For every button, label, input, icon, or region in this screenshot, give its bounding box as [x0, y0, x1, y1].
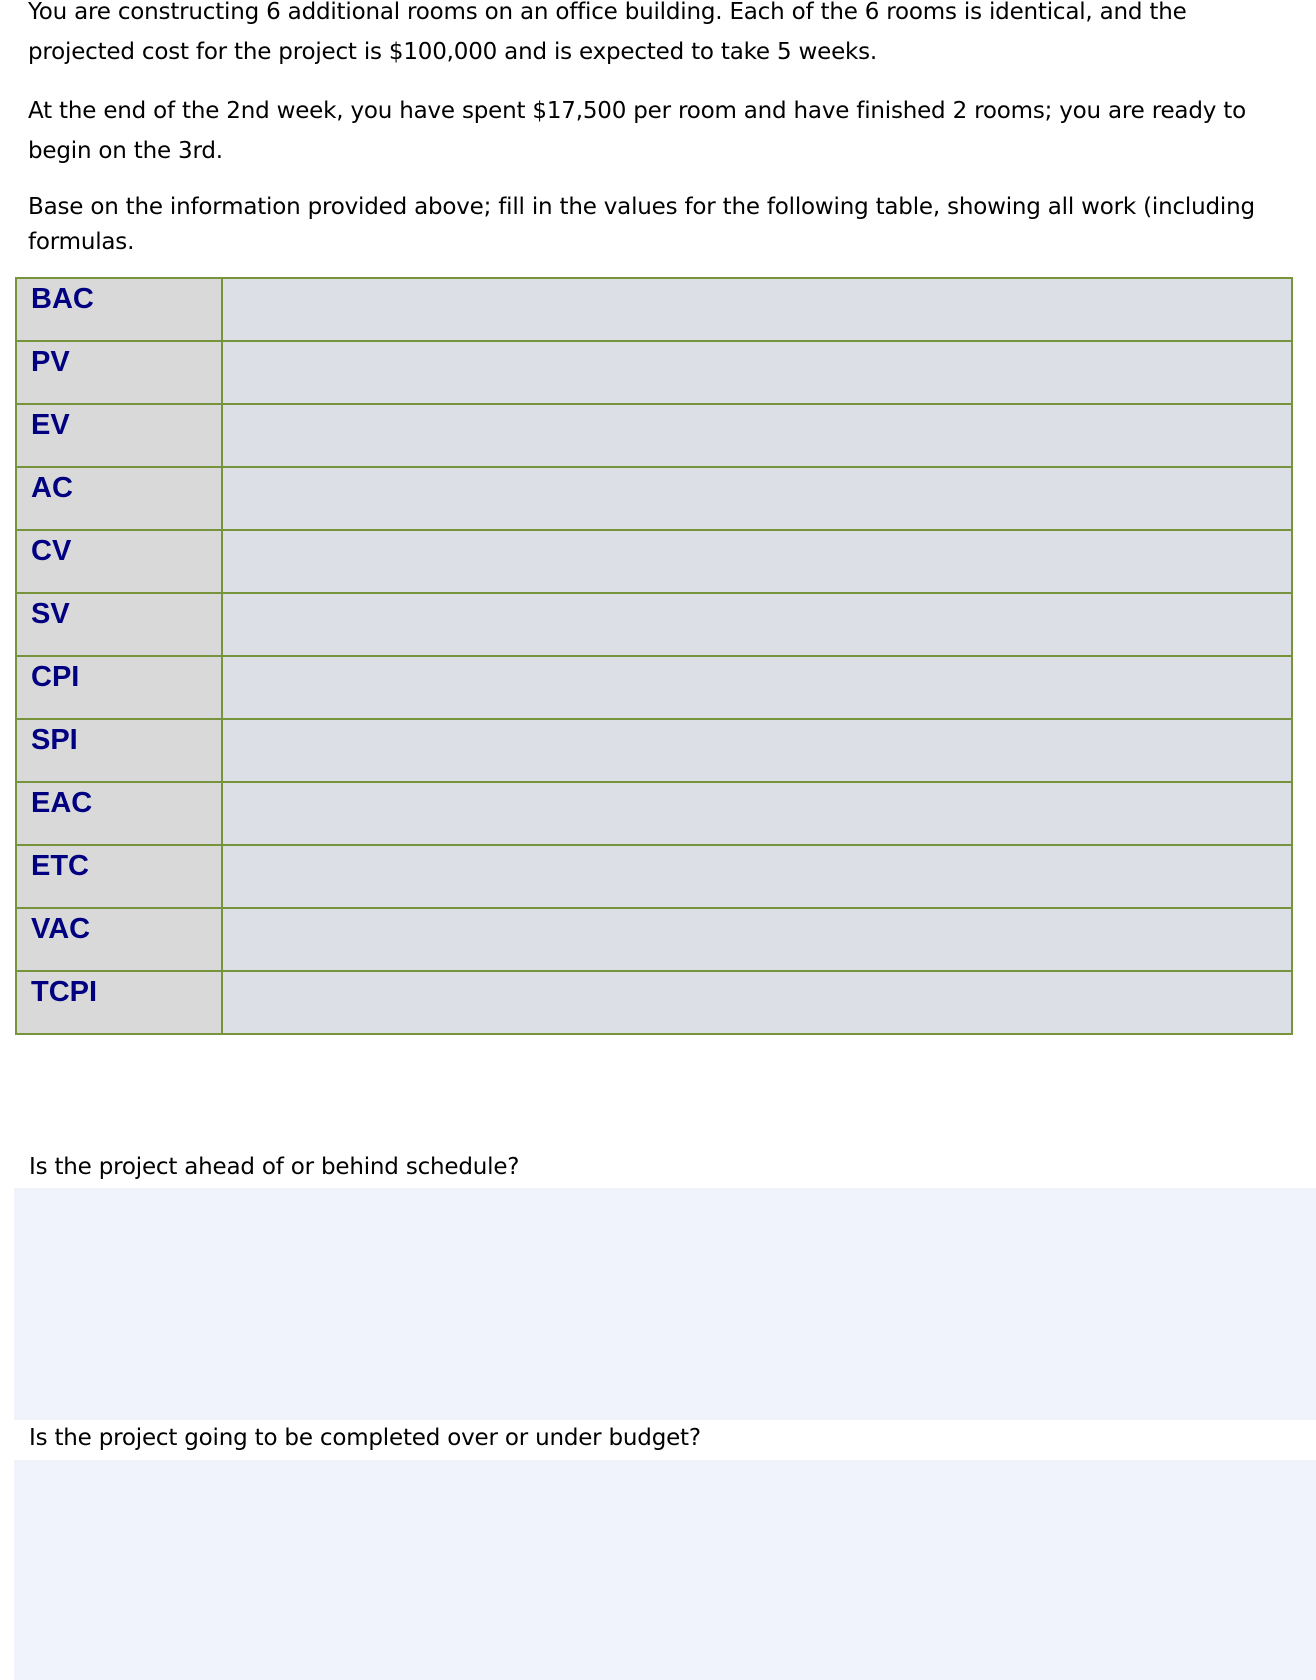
metric-value-field[interactable] [222, 719, 1292, 782]
metric-label-ev: EV [31, 409, 70, 441]
metric-label-cell [16, 278, 222, 341]
schedule-question: Is the project ahead of or behind schedule? [29, 1154, 520, 1180]
metric-label-cell [16, 719, 222, 782]
metric-label-pv: PV [31, 346, 70, 378]
problem-statement: You are constructing 6 additional rooms on an office building. Each of the 6 rooms is identical, and the projected cost for the project is $100,000 and is expected to take 5 weeks. [28, 0, 1187, 65]
metric-label-ac: AC [31, 472, 73, 504]
progress-statement: At the end of the 2nd week, you have spent $17,500 per room and have finished 2 rooms; you are ready to begin on the 3rd. [28, 98, 1246, 164]
table-instructions: Base on the information provided above; fill in the values for the following table, showing all work (including formulas. [28, 194, 1255, 255]
table-row [16, 530, 1292, 593]
metric-value-field[interactable] [222, 593, 1292, 656]
table-row [16, 845, 1292, 908]
table-row [16, 404, 1292, 467]
table-row [16, 467, 1292, 530]
metric-value-field[interactable] [222, 530, 1292, 593]
metric-label-cell [16, 467, 222, 530]
metric-label-cell [16, 593, 222, 656]
metric-label-cell [16, 971, 222, 1034]
metric-label-etc: ETC [31, 850, 89, 882]
table-row [16, 719, 1292, 782]
metric-label-spi: SPI [31, 724, 78, 756]
metric-label-cpi: CPI [31, 661, 80, 693]
metric-label-cell [16, 656, 222, 719]
table-row [16, 782, 1292, 845]
table-row [16, 971, 1292, 1034]
table-row [16, 656, 1292, 719]
metric-value-field[interactable] [222, 782, 1292, 845]
metric-label-tcpi: TCPI [31, 976, 98, 1008]
table-row [16, 908, 1292, 971]
table-row [16, 593, 1292, 656]
budget-question: Is the project going to be completed over or under budget? [29, 1425, 701, 1451]
metric-value-field[interactable] [222, 656, 1292, 719]
schedule-answer-field[interactable] [14, 1188, 1316, 1420]
metric-value-field[interactable] [222, 467, 1292, 530]
metric-value-field[interactable] [222, 404, 1292, 467]
metric-value-field[interactable] [222, 278, 1292, 341]
metric-label-cell [16, 782, 222, 845]
table-row [16, 278, 1292, 341]
metric-label-cell [16, 530, 222, 593]
metric-label-cell [16, 404, 222, 467]
metric-label-vac: VAC [31, 913, 91, 945]
metric-label-cell [16, 845, 222, 908]
table-row [16, 341, 1292, 404]
metric-label-sv: SV [31, 598, 70, 630]
metric-value-field[interactable] [222, 908, 1292, 971]
metric-value-field[interactable] [222, 341, 1292, 404]
metric-label-bac: BAC [31, 283, 94, 315]
metric-value-field[interactable] [222, 845, 1292, 908]
metric-label-cv: CV [31, 535, 72, 567]
metric-label-cell [16, 341, 222, 404]
metric-value-field[interactable] [222, 971, 1292, 1034]
metric-label-cell [16, 908, 222, 971]
budget-answer-field[interactable] [14, 1460, 1316, 1680]
evm-table [15, 277, 1293, 1035]
metric-label-eac: EAC [31, 787, 93, 819]
